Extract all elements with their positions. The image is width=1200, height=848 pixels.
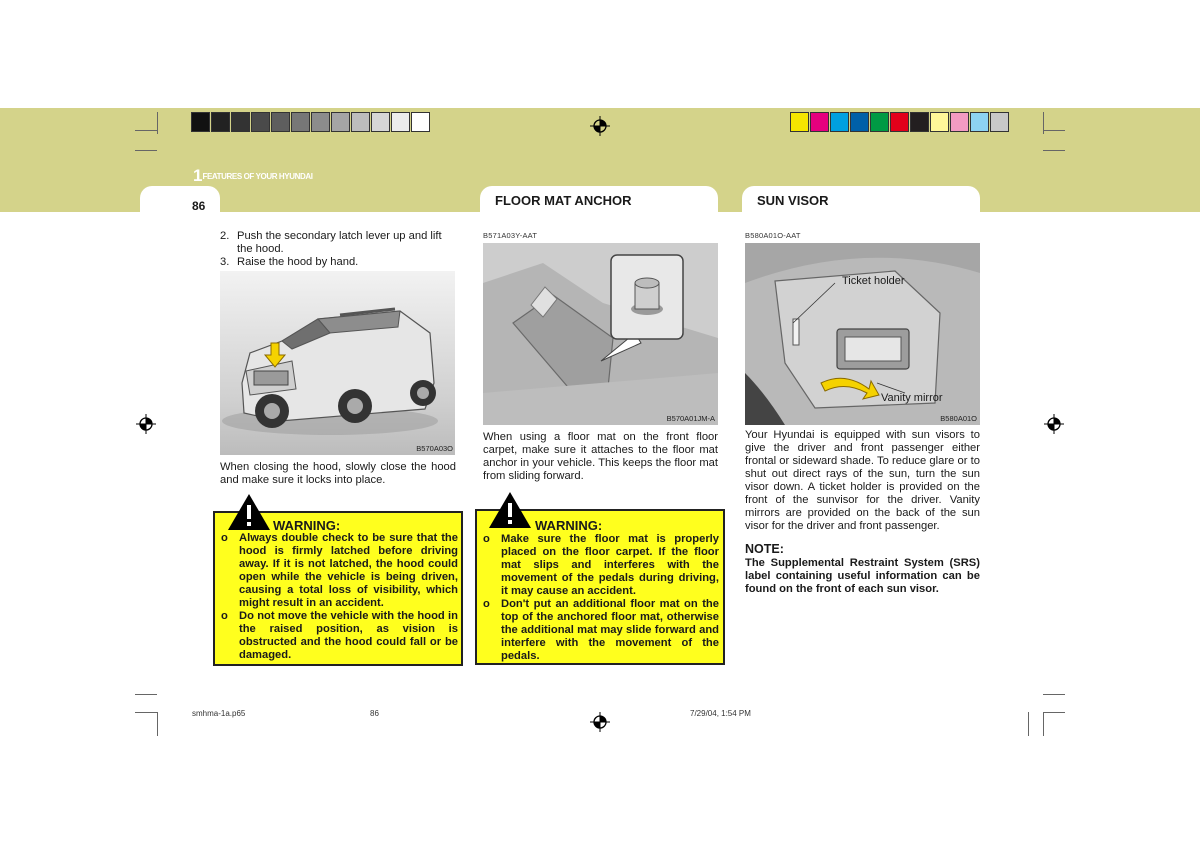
warning-item — [221, 532, 458, 610]
grayscale-swatch — [231, 112, 250, 132]
sun-visor-paragraph: Your Hyundai is equipped with sun visors to give the driver and front passenger either frontal or sideward shade. To reduce glare or to shut out direct rays of the sun, turn the sun visor down. A ticket holder is provided on the front of the sunvisor for the driver. Vanity mirrors are provided on the back of the sun visor for the driver and front passenger. — [745, 429, 980, 532]
warning-text: Do not move the vehicle with the hood in the raised position, as vision is obstructed and the hood could fall or be damaged. — [239, 610, 458, 661]
vanity-mirror-label: Vanity mirror — [881, 392, 943, 404]
step-text: Push the secondary latch lever up and lift the hood. — [237, 230, 442, 255]
color-swatch — [870, 112, 889, 132]
registration-mark-icon — [589, 711, 611, 733]
step-item — [220, 256, 456, 269]
grayscale-swatch — [291, 112, 310, 132]
color-swatch — [890, 112, 909, 132]
step-number: 3. — [220, 256, 230, 268]
grayscale-swatch — [271, 112, 290, 132]
color-swatch — [930, 112, 949, 132]
color-swatch — [990, 112, 1009, 132]
sun-visor-illustration — [745, 243, 980, 425]
floor-mat-illustration — [483, 243, 718, 425]
note-title: NOTE: — [745, 542, 784, 556]
grayscale-swatch — [251, 112, 270, 132]
grayscale-swatch — [191, 112, 210, 132]
floor-mat-heading: FLOOR MAT ANCHOR — [495, 193, 632, 208]
step-item — [220, 230, 456, 256]
warning-title: WARNING: — [535, 518, 603, 533]
color-swatch — [850, 112, 869, 132]
warning-text: Always double check to be sure that the hood is firmly latched before driving away. If it is not latched, the hood could open while the vehicle is being driven, causing a total loss of visibility, which might result in an accident. — [239, 532, 458, 609]
grayscale-swatch — [331, 112, 350, 132]
color-swatch — [830, 112, 849, 132]
grayscale-swatch — [311, 112, 330, 132]
suv-illustration-icon — [220, 271, 455, 455]
grayscale-swatch — [411, 112, 430, 132]
chapter-number: 1 — [193, 166, 203, 185]
hood-illustration — [220, 271, 455, 455]
floor-mat-anchor-icon — [483, 243, 718, 425]
warning-title: WARNING: — [273, 518, 341, 533]
grayscale-swatch — [391, 112, 410, 132]
bullet: o — [483, 598, 490, 610]
footer-timestamp: 7/29/04, 1:54 PM — [690, 709, 751, 718]
chapter-title: FEATURES OF YOUR HYUNDAI — [202, 172, 313, 181]
step-number: 2. — [220, 230, 230, 242]
bullet: o — [483, 533, 490, 545]
footer-page: 86 — [370, 709, 379, 718]
image-caption: B570A01JM-A — [666, 414, 715, 423]
note-text: The Supplemental Restraint System (SRS) label containing useful information can be found on the front of each sun visor. — [745, 557, 980, 595]
warning-triangle-icon — [227, 493, 271, 531]
registration-mark-icon — [589, 115, 611, 137]
floor-mat-paragraph: When using a floor mat on the front floor carpet, make sure it attaches to the floor mat anchor in your vehicle. This keeps the floor mat from sliding forward. — [483, 431, 718, 482]
hood-closing-paragraph: When closing the hood, slowly close the hood and make sure it locks into place. — [220, 461, 456, 486]
warning-list — [483, 533, 719, 663]
floor-mat-warning-box — [475, 509, 725, 665]
color-swatch — [790, 112, 809, 132]
warning-item — [483, 533, 719, 598]
warning-text: Make sure the floor mat is properly placed on the floor carpet. If the floor mat slips and interferes with the movement of the pedals during driving, it may cause an accident. — [501, 533, 719, 597]
warning-list — [221, 532, 458, 662]
color-swatch — [910, 112, 929, 132]
registration-mark-icon — [135, 413, 157, 435]
image-caption: B570A03O — [416, 444, 453, 453]
section-code: B571A03Y-AAT — [483, 231, 538, 240]
image-caption: B580A01O — [940, 414, 977, 423]
page-number-tab — [140, 186, 220, 216]
warning-text: Don't put an additional floor mat on the top of the anchored floor mat, otherwise the additional mat may slide forward and interfere with the movement of the pedals. — [501, 598, 719, 662]
step-text: Raise the hood by hand. — [237, 256, 359, 268]
color-swatch — [810, 112, 829, 132]
hood-warning-box — [213, 511, 463, 666]
grayscale-swatch — [351, 112, 370, 132]
grayscale-swatch — [211, 112, 230, 132]
chapter-header — [193, 166, 313, 186]
page-number: 86 — [192, 199, 206, 213]
sun-visor-icon — [745, 243, 980, 425]
warning-item — [221, 610, 458, 662]
section-code: B580A01O-AAT — [745, 231, 801, 240]
grayscale-swatch — [371, 112, 390, 132]
ticket-holder-label: Ticket holder — [842, 275, 905, 287]
warning-item — [483, 598, 719, 663]
warning-triangle-icon — [488, 491, 532, 529]
color-swatch — [950, 112, 969, 132]
registration-mark-icon — [1043, 413, 1065, 435]
color-swatch — [970, 112, 989, 132]
bullet: o — [221, 532, 228, 544]
hood-steps — [220, 230, 456, 269]
sun-visor-heading: SUN VISOR — [757, 193, 829, 208]
footer-file: smhma-1a.p65 — [192, 709, 246, 718]
bullet: o — [221, 610, 228, 622]
